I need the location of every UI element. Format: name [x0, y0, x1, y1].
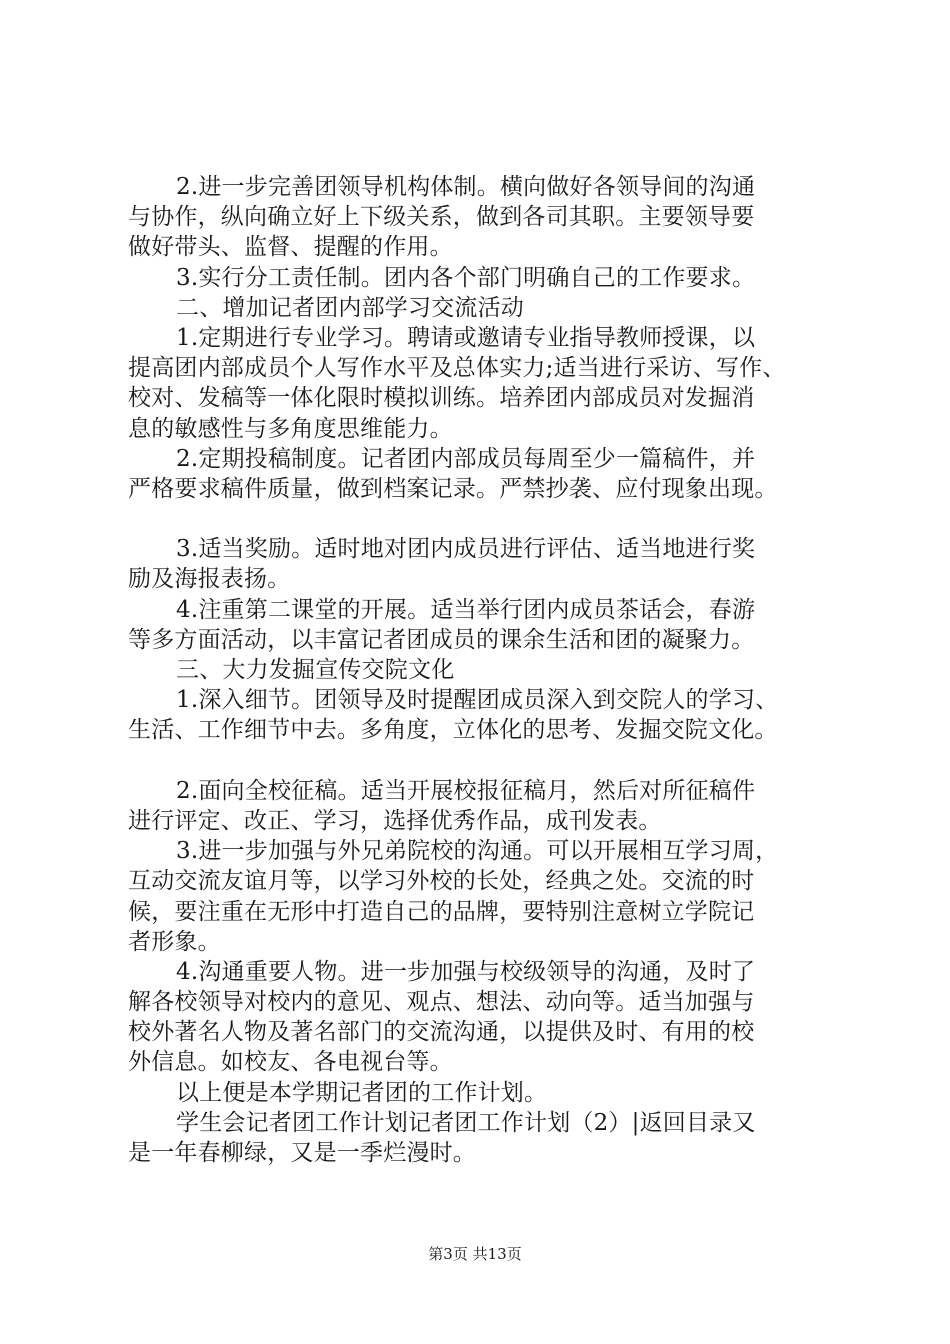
text-line: 1.定期进行专业学习。聘请或邀请专业指导教师授课，以 [176, 324, 756, 351]
text-line: 外信息。如校友、各电视台等。 [128, 1049, 453, 1076]
page-footer: 第3页 共13页 [428, 1245, 522, 1263]
text-line: 学生会记者团工作计划记者团工作计划（2）|返回目录又 [176, 1109, 756, 1136]
text-line: 3.进一步加强与外兄弟院校的沟通。可以开展相互学习周， [176, 838, 779, 865]
text-line: 2.定期投稿制度。记者团内部成员每周至少一篇稿件，并 [176, 445, 756, 472]
text-line: 校外著名人物及著名部门的交流沟通，以提供及时、有用的校 [128, 1019, 755, 1046]
text-line: 提高团内部成员个人写作水平及总体实力;适当进行采访、写作、 [128, 355, 786, 382]
text-line: 生活、工作细节中去。多角度，立体化的思考、发掘交院文化。 [128, 717, 778, 744]
blank-line [128, 504, 828, 534]
text-line: 等多方面活动，以丰富记者团成员的课余生活和团的凝聚力。 [128, 626, 755, 653]
text-line: 4.沟通重要人物。进一步加强与校级领导的沟通，及时了 [176, 958, 756, 985]
text-line: 二、增加记者团内部学习交流活动 [176, 294, 524, 321]
text-line: 与协作，纵向确立好上下级关系，做到各司其职。主要领导要 [128, 204, 755, 231]
text-line: 三、大力发掘宣传交院文化 [176, 657, 455, 683]
text-line: 互动交流友谊月等，以学习外校的长处，经典之处。交流的时 [128, 868, 755, 895]
text-line: 进行评定、改正、学习，选择优秀作品，成刊发表。 [128, 807, 662, 834]
text-line: 3.实行分工责任制。团内各个部门明确自己的工作要求。 [176, 264, 756, 291]
text-line: 3.适当奖励。适时地对团内成员进行评估、适当地进行奖 [176, 536, 756, 563]
text-line: 息的敏感性与多角度思维能力。 [128, 415, 453, 442]
text-line: 1.深入细节。团领导及时提醒团成员深入到交院人的学习、 [176, 687, 779, 714]
text-line: 以上便是本学期记者团的工作计划。 [176, 1079, 548, 1106]
text-line: 严格要求稿件质量，做到档案记录。严禁抄袭、应付现象出现。 [128, 475, 778, 502]
document-body [128, 172, 828, 1168]
blank-line [128, 746, 828, 776]
text-line: 校对、发稿等一体化限时模拟训练。培养团内部成员对发掘消 [128, 385, 755, 412]
text-line: 是一年春柳绿，又是一季烂漫时。 [128, 1140, 476, 1166]
text-line: 解各校领导对校内的意见、观点、想法、动向等。适当加强与 [128, 989, 755, 1016]
text-line: 4.注重第二课堂的开展。适当举行团内成员茶话会，春游 [176, 596, 756, 623]
text-line: 候，要注重在无形中打造自己的品牌，要特别注意树立学院记 [128, 898, 755, 925]
text-line: 励及海报表扬。 [128, 566, 291, 593]
text-line: 2.进一步完善团领导机构体制。横向做好各领导间的沟通 [176, 174, 756, 200]
text-line: 者形象。 [128, 928, 221, 955]
text-line: 做好带头、监督、提醒的作用。 [128, 234, 453, 261]
text-line: 2.面向全校征稿。适当开展校报征稿月，然后对所征稿件 [176, 777, 756, 804]
